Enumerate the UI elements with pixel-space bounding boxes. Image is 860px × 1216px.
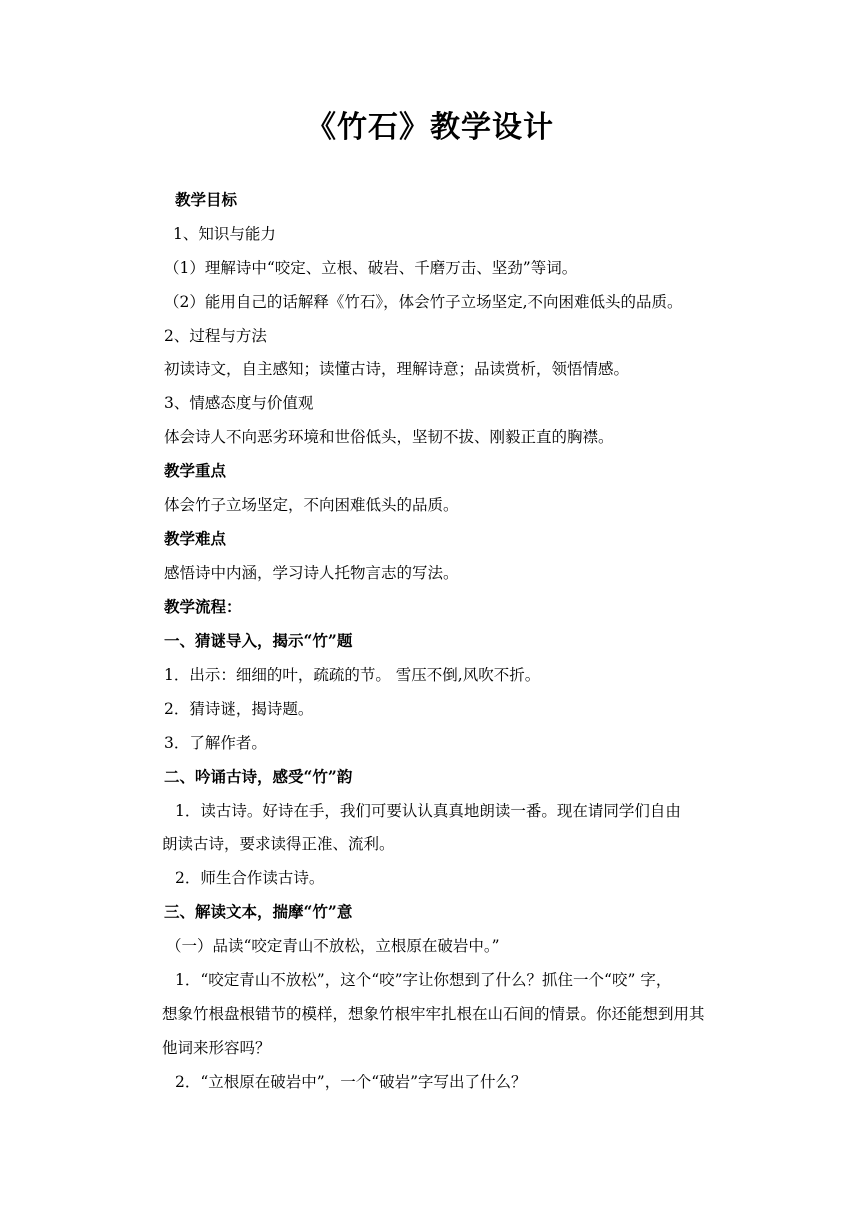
- section-2-step-1-line-2: 朗读古诗，要求读得正准、流利。: [162, 835, 395, 853]
- goal-1-item-2: （2）能用自己的话解释《竹石》，体会竹子立场坚定,不向困难低头的品质。: [164, 293, 683, 311]
- goal-1-heading: 1、知识与能力: [173, 225, 276, 243]
- section-3-heading: 三、解读文本，揣摩“竹”意: [164, 902, 353, 921]
- section-3-step-1-line-1: 1．“咬定青山不放松”，这个“咬”字让你想到了什么？抓住一个“咬” 字，: [175, 971, 672, 989]
- section-2-step-2: 2．师生合作读古诗。: [175, 869, 325, 887]
- heading-key-points: 教学重点: [164, 461, 227, 480]
- section-1-step-3: 3．了解作者。: [164, 734, 267, 752]
- heading-difficulties: 教学难点: [164, 529, 227, 548]
- section-1-step-2: 2．猜诗谜，揭诗题。: [164, 700, 314, 718]
- goal-3-heading: 3、情感态度与价值观: [164, 394, 314, 412]
- section-3-step-2: 2．“立根原在破岩中”，一个“破岩”字写出了什么？: [175, 1073, 527, 1091]
- heading-teaching-goals: 教学目标: [175, 190, 238, 209]
- section-1-heading: 一、猜谜导入，揭示“竹”题: [164, 631, 353, 650]
- goal-2-text: 初读诗文，自主感知；读懂古诗，理解诗意；品读赏析，领悟情感。: [164, 360, 630, 378]
- key-points-text: 体会竹子立场坚定，不向困难低头的品质。: [164, 496, 459, 514]
- goal-2-heading: 2、过程与方法: [164, 327, 267, 345]
- page-title: 《竹石》教学设计: [306, 110, 554, 145]
- section-2-step-1-line-1: 1．读古诗。好诗在手，我们可要认认真真地朗读一番。现在请同学们自由: [175, 802, 681, 820]
- section-3-step-1-line-3: 他词来形容吗？: [162, 1039, 271, 1057]
- goal-3-text: 体会诗人不向恶劣环境和世俗低头，坚韧不拔、刚毅正直的胸襟。: [164, 428, 614, 446]
- section-3-sub-1: （一）品读“咬定青山不放松，立根原在破岩中。”: [166, 937, 500, 955]
- section-3-step-1-line-2: 想象竹根盘根错节的模样，想象竹根牢牢扎根在山石间的情景。你还能想到用其: [162, 1005, 705, 1023]
- goal-1-item-1: （1）理解诗中“咬定、立根、破岩、千磨万击、坚劲”等词。: [164, 259, 578, 277]
- section-1-step-1: 1．出示：细细的叶，疏疏的节。 雪压不倒,风吹不折。: [164, 666, 541, 684]
- difficulties-text: 感悟诗中内涵，学习诗人托物言志的写法。: [164, 564, 459, 582]
- section-2-heading: 二、吟诵古诗，感受“竹”韵: [164, 767, 353, 786]
- heading-process: 教学流程：: [164, 597, 242, 616]
